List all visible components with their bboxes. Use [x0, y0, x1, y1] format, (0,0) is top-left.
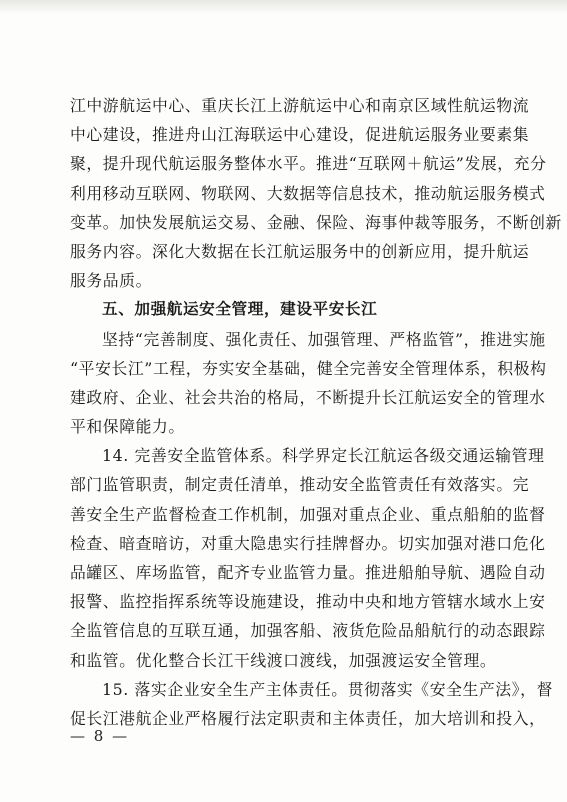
text-line: 和监管。优化整合长江干线渡口渡线，加强渡运安全管理。	[70, 650, 497, 670]
text-line: 服务品质。	[70, 271, 152, 291]
text-line: 全监管信息的互联互通，加强客船、液货危险品船航行的动态跟踪	[70, 621, 546, 641]
text-line: “平安长江”工程，夯实安全基础，健全完善安全管理体系，积极构	[70, 358, 547, 378]
text-line: 服务内容。深化大数据在长江航运服务中的创新应用，提升航运	[70, 241, 530, 261]
page-number: — 8 —	[70, 727, 130, 745]
paragraph-1	[70, 91, 562, 295]
text-line: 品罐区、库场监管，配齐专业监管力量。推进船舶导航、遇险自动	[70, 563, 546, 582]
text-line: 部门监管职责，制定责任清单，推动安全监管责任有效落实。完	[70, 475, 530, 495]
body-text	[70, 91, 562, 733]
paragraph-2	[70, 325, 547, 442]
text-line: 14. 完善安全监管体系。科学界定长江航运各级交通运输管理	[102, 446, 545, 466]
text-line: 促长江港航企业严格履行法定职责和主体责任，加大培训和投入，	[70, 708, 546, 728]
text-line: 报警、监控指挥系统等设施建设，推动中央和地方管辖水域水上安	[70, 592, 546, 612]
scan-shadow	[0, 0, 567, 14]
paragraph-4	[70, 675, 553, 733]
text-line: 平和保障能力。	[70, 417, 185, 437]
text-line: 善安全生产监督检查工作机制，加强对重点企业、重点船舶的监督	[70, 504, 546, 524]
paragraph-3	[70, 441, 546, 675]
text-line: 江中游航运中心、重庆长江上游航运中心和南京区域性航运物流	[70, 96, 530, 115]
text-line: 15. 落实企业安全生产主体责任。贯彻落实《安全生产法》，督	[102, 679, 553, 699]
text-line: 检查、暗查暗访，对重大隐患实行挂牌督办。切实加强对港口危化	[70, 533, 546, 553]
text-line: 建政府、企业、社会共治的格局，不断提升长江航运安全的管理水	[70, 387, 546, 407]
text-line: 坚持“完善制度、强化责任、加强管理、严格监管”，推进实施	[102, 329, 546, 349]
text-line: 利用移动互联网、物联网、大数据等信息技术，推动航运服务模式	[70, 183, 546, 203]
section-heading: 五、加强航运安全管理，建设平安长江	[102, 300, 378, 319]
text-line: 变革。加快发展航运交易、金融、保险、海事仲裁等服务，不断创新	[70, 212, 562, 232]
text-line: 聚，提升现代航运服务整体水平。推进“互联网＋航运”发展，充分	[70, 154, 547, 174]
text-line: 中心建设，推进舟山江海联运中心建设，促进航运服务业要素集	[70, 125, 530, 145]
